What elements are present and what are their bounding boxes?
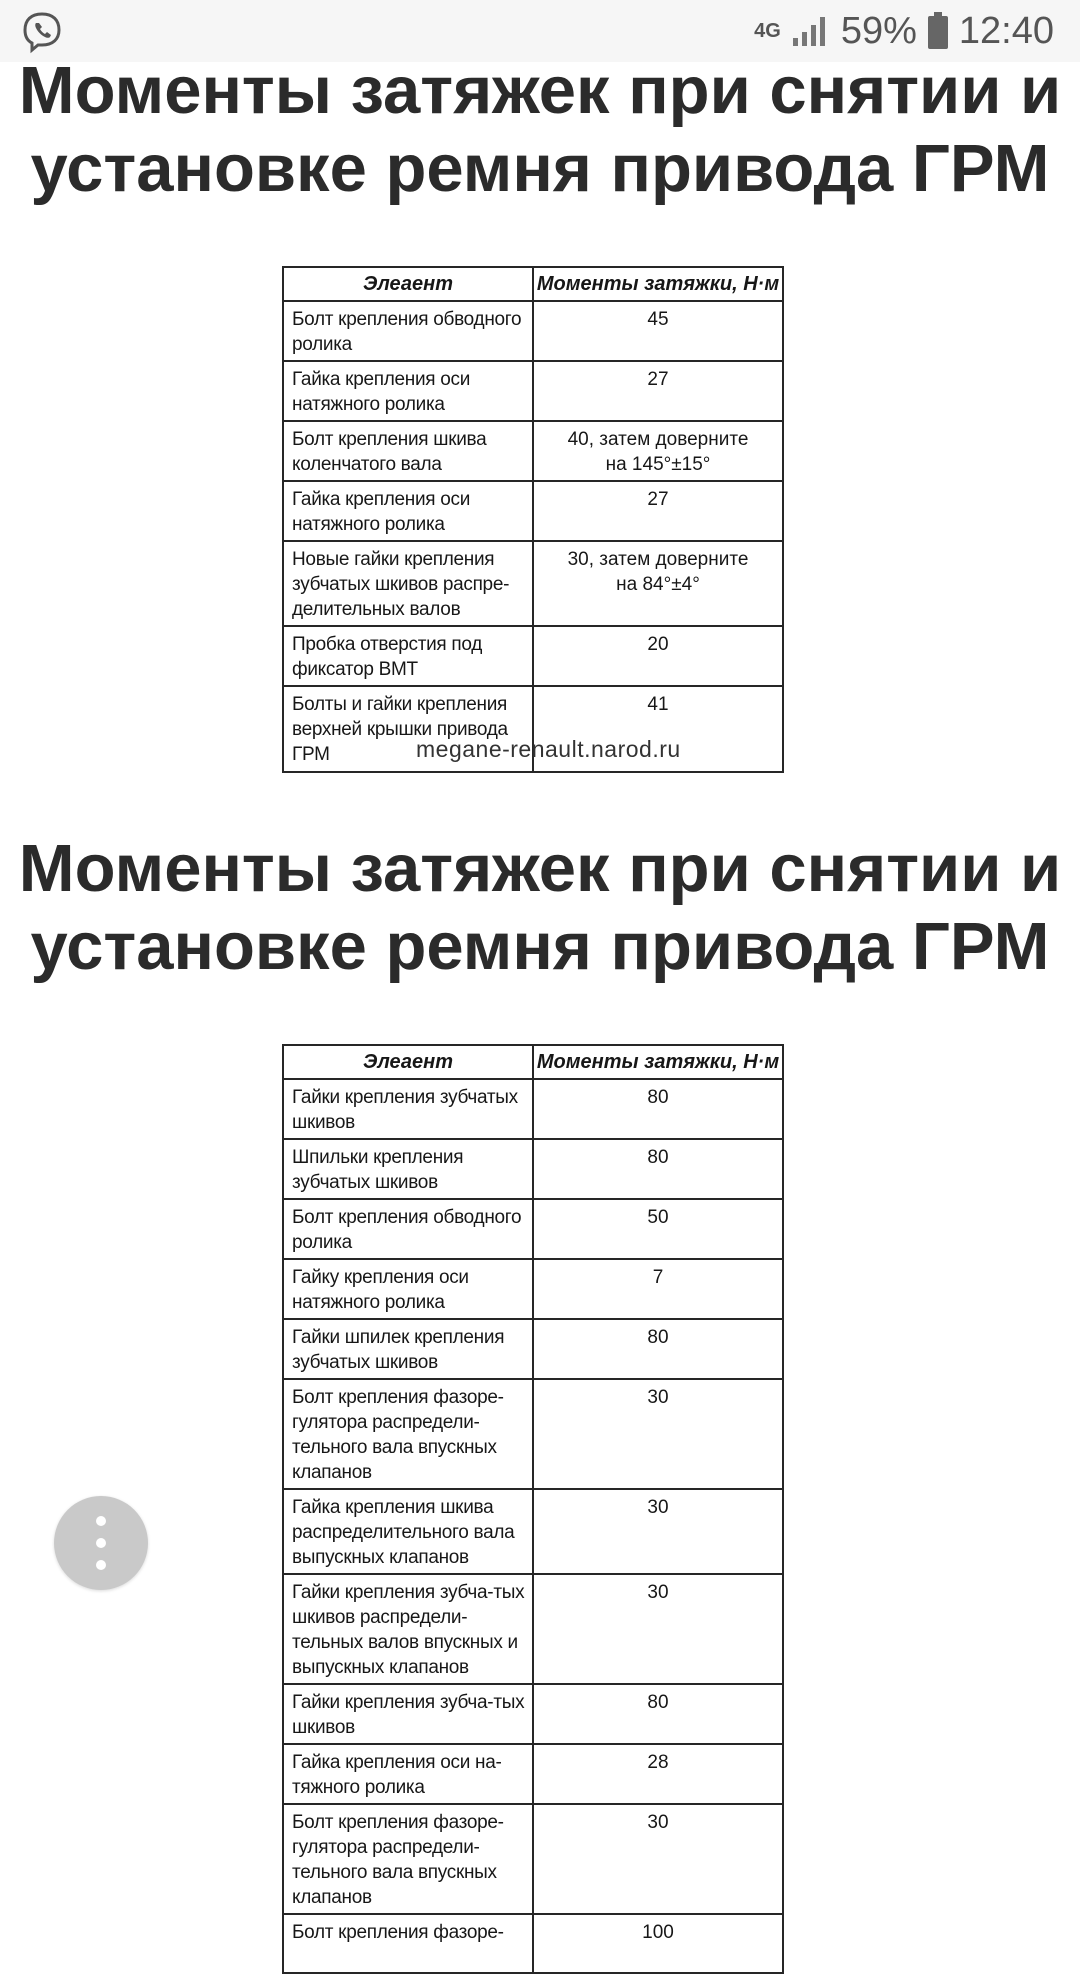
- column-header-element: Элеаент: [283, 267, 533, 301]
- table-row: [283, 1804, 783, 1914]
- element-cell: Гайки крепления зубча-тых шкивов распредели-тельных валов впускных и выпускных клапанов: [283, 1574, 533, 1684]
- battery-icon: [927, 12, 949, 50]
- torque-cell: 80: [533, 1684, 783, 1744]
- table-row: [283, 481, 783, 541]
- table-row: [283, 301, 783, 361]
- element-cell: Гайка крепления шкива распределительного вала выпускных клапанов: [283, 1489, 533, 1574]
- torque-cell: 50: [533, 1199, 783, 1259]
- more-vert-icon-dot: [96, 1560, 106, 1570]
- torque-cell: 80: [533, 1139, 783, 1199]
- element-cell: Новые гайки крепления зубчатых шкивов распре-делительных валов: [283, 541, 533, 626]
- section-title-2: Моменты затяжек при снятии и установке ремня привода ГРМ: [18, 831, 1062, 984]
- torque-cell: 100: [533, 1914, 783, 1973]
- column-header-torque: Моменты затяжки, Н·м: [533, 267, 783, 301]
- viber-icon: [20, 10, 64, 54]
- element-cell: Шпильки крепления зубчатых шкивов: [283, 1139, 533, 1199]
- torque-cell: 30: [533, 1379, 783, 1489]
- table-row: [283, 1079, 783, 1139]
- element-cell: Болты и гайки крепления верхней крышки привода ГРМ: [283, 686, 533, 772]
- element-cell: Болт крепления фазоре-гулятора распредели-тельного вала впускных клапанов: [283, 1379, 533, 1489]
- network-type: 4G: [754, 20, 781, 42]
- torque-cell: 27: [533, 361, 783, 421]
- element-cell: Болт крепления фазоре-: [283, 1914, 533, 1973]
- torque-table-2: [282, 1044, 784, 1974]
- torque-cell: 45: [533, 301, 783, 361]
- element-cell: Гайки крепления зубчатых шкивов: [283, 1079, 533, 1139]
- more-options-button[interactable]: [54, 1496, 148, 1590]
- element-cell: Гайки крепления зубча-тых шкивов: [283, 1684, 533, 1744]
- torque-cell: 7: [533, 1259, 783, 1319]
- battery-percent: 59%: [840, 9, 917, 52]
- more-vert-icon: [96, 1516, 106, 1526]
- table-row: [283, 1684, 783, 1744]
- torque-cell: 20: [533, 626, 783, 686]
- element-cell: Болт крепления обводного ролика: [283, 1199, 533, 1259]
- table-row: [283, 1914, 783, 1973]
- torque-cell: 80: [533, 1319, 783, 1379]
- torque-cell: 28: [533, 1744, 783, 1804]
- table-row: [283, 361, 783, 421]
- watermark-text: megane-renault.narod.ru: [416, 736, 681, 762]
- table-row: [283, 421, 783, 481]
- column-header-torque: Моменты затяжки, Н·м: [533, 1045, 783, 1079]
- element-cell: Гайка крепления оси натяжного ролика: [283, 481, 533, 541]
- torque-cell: 40, затем доверните на 145°±15°: [533, 421, 783, 481]
- clock: 12:40: [958, 9, 1054, 52]
- element-cell: Гайка крепления оси на-тяжного ролика: [283, 1744, 533, 1804]
- table-row: [283, 1259, 783, 1319]
- torque-cell: 27: [533, 481, 783, 541]
- torque-cell: 80: [533, 1079, 783, 1139]
- table-row: [283, 1139, 783, 1199]
- element-cell: Болт крепления фазоре-гулятора распредели-тельного вала впускных клапанов: [283, 1804, 533, 1914]
- table-row: [283, 1319, 783, 1379]
- signal-icon: [791, 14, 831, 48]
- table-header-row: [283, 267, 783, 301]
- table-row: [283, 1379, 783, 1489]
- more-vert-icon-dot: [96, 1538, 106, 1548]
- table-row: [283, 1574, 783, 1684]
- column-header-element: Элеаент: [283, 1045, 533, 1079]
- table-row: [283, 541, 783, 626]
- torque-cell: 30: [533, 1804, 783, 1914]
- element-cell: Болт крепления шкива коленчатого вала: [283, 421, 533, 481]
- element-cell: Пробка отверстия под фиксатор ВМТ: [283, 626, 533, 686]
- element-cell: Гайки шпилек крепления зубчатых шкивов: [283, 1319, 533, 1379]
- table-row: [283, 1199, 783, 1259]
- element-cell: Гайку крепления оси натяжного ролика: [283, 1259, 533, 1319]
- element-cell: Болт крепления обводного ролика: [283, 301, 533, 361]
- table-row: [283, 626, 783, 686]
- torque-cell: 30, затем доверните на 84°±4°: [533, 541, 783, 626]
- section-title-1: Моменты затяжек при снятии и установке ремня привода ГРМ: [18, 53, 1062, 206]
- table-row: [283, 1744, 783, 1804]
- torque-cell: 41: [533, 686, 783, 772]
- torque-cell: 30: [533, 1489, 783, 1574]
- element-cell: Гайка крепления оси натяжного ролика: [283, 361, 533, 421]
- table-row: [283, 1489, 783, 1574]
- torque-cell: 30: [533, 1574, 783, 1684]
- torque-table-1: [282, 266, 784, 773]
- table-header-row: [283, 1045, 783, 1079]
